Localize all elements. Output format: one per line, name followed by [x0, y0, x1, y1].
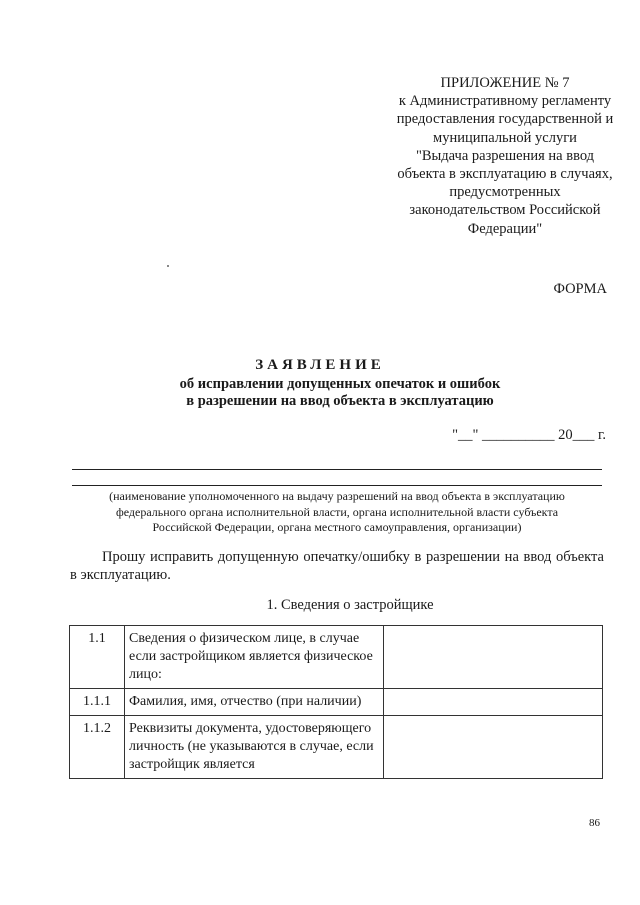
appendix-line: объекта в эксплуатацию в случаях, [397, 166, 613, 183]
row-number: 1.1 [70, 626, 125, 689]
recipient-caption-line: федерального органа исполнительной власти, органа исполнительной власти субъекта [115, 504, 559, 519]
appendix-line: к Административному регламенту [398, 93, 612, 110]
row-value-cell[interactable] [384, 716, 603, 779]
recipient-line-2 [72, 485, 602, 486]
row-number: 1.1.1 [70, 689, 125, 716]
table-row [70, 689, 603, 716]
row-description: Фамилия, имя, отчество (при наличии) [125, 689, 384, 716]
scan-speck [167, 265, 169, 267]
recipient-line-1 [72, 469, 602, 470]
row-description: Сведения о физическом лице, в случае если застройщиком является физическое лицо: [125, 626, 384, 689]
section-title: 1. Сведения о застройщике [266, 597, 434, 613]
recipient-caption-line: Российской Федерации, органа местного самоуправления, организации) [152, 520, 522, 534]
row-number: 1.1.2 [70, 716, 125, 779]
appendix-line: Федерации" [467, 220, 543, 237]
appendix-line: законодательством Российской [409, 202, 601, 219]
row-description: Реквизиты документа, удостоверяющего личность (не указываются в случае, если застройщик является [125, 716, 384, 779]
statement-title: ЗАЯВЛЕНИЕ [255, 357, 385, 373]
appendix-line: предоставления государственной и [396, 111, 614, 128]
table-row [70, 626, 603, 689]
appendix-line: ПРИЛОЖЕНИЕ № 7 [440, 75, 570, 91]
statement-subtitle-line-2: в разрешении на ввод объекта в эксплуатацию [186, 393, 494, 409]
statement-subtitle-line-1: об исправлении допущенных опечаток и ошибок [179, 376, 501, 392]
appendix-line: "Выдача разрешения на ввод [415, 147, 595, 164]
form-label: ФОРМА [553, 281, 607, 297]
row-value-cell[interactable] [384, 689, 603, 716]
row-value-cell[interactable] [384, 626, 603, 689]
date-line: "__" __________ 20___ г. [452, 427, 606, 443]
appendix-line: муниципальной услуги [433, 129, 577, 146]
recipient-caption [72, 489, 602, 536]
table-row [70, 716, 603, 779]
developer-info-table [69, 625, 603, 779]
statement-subtitle [0, 376, 640, 410]
recipient-caption-line: (наименование уполномоченного на выдачу разрешений на ввод объекта в эксплуатацию [109, 489, 565, 503]
request-paragraph: Прошу исправить допущенную опечатку/ошибку в разрешении на ввод объекта в эксплуатацию. [70, 549, 604, 583]
appendix-line: предусмотренных [449, 184, 561, 201]
appendix-header [372, 74, 638, 238]
page-number: 86 [589, 817, 600, 829]
